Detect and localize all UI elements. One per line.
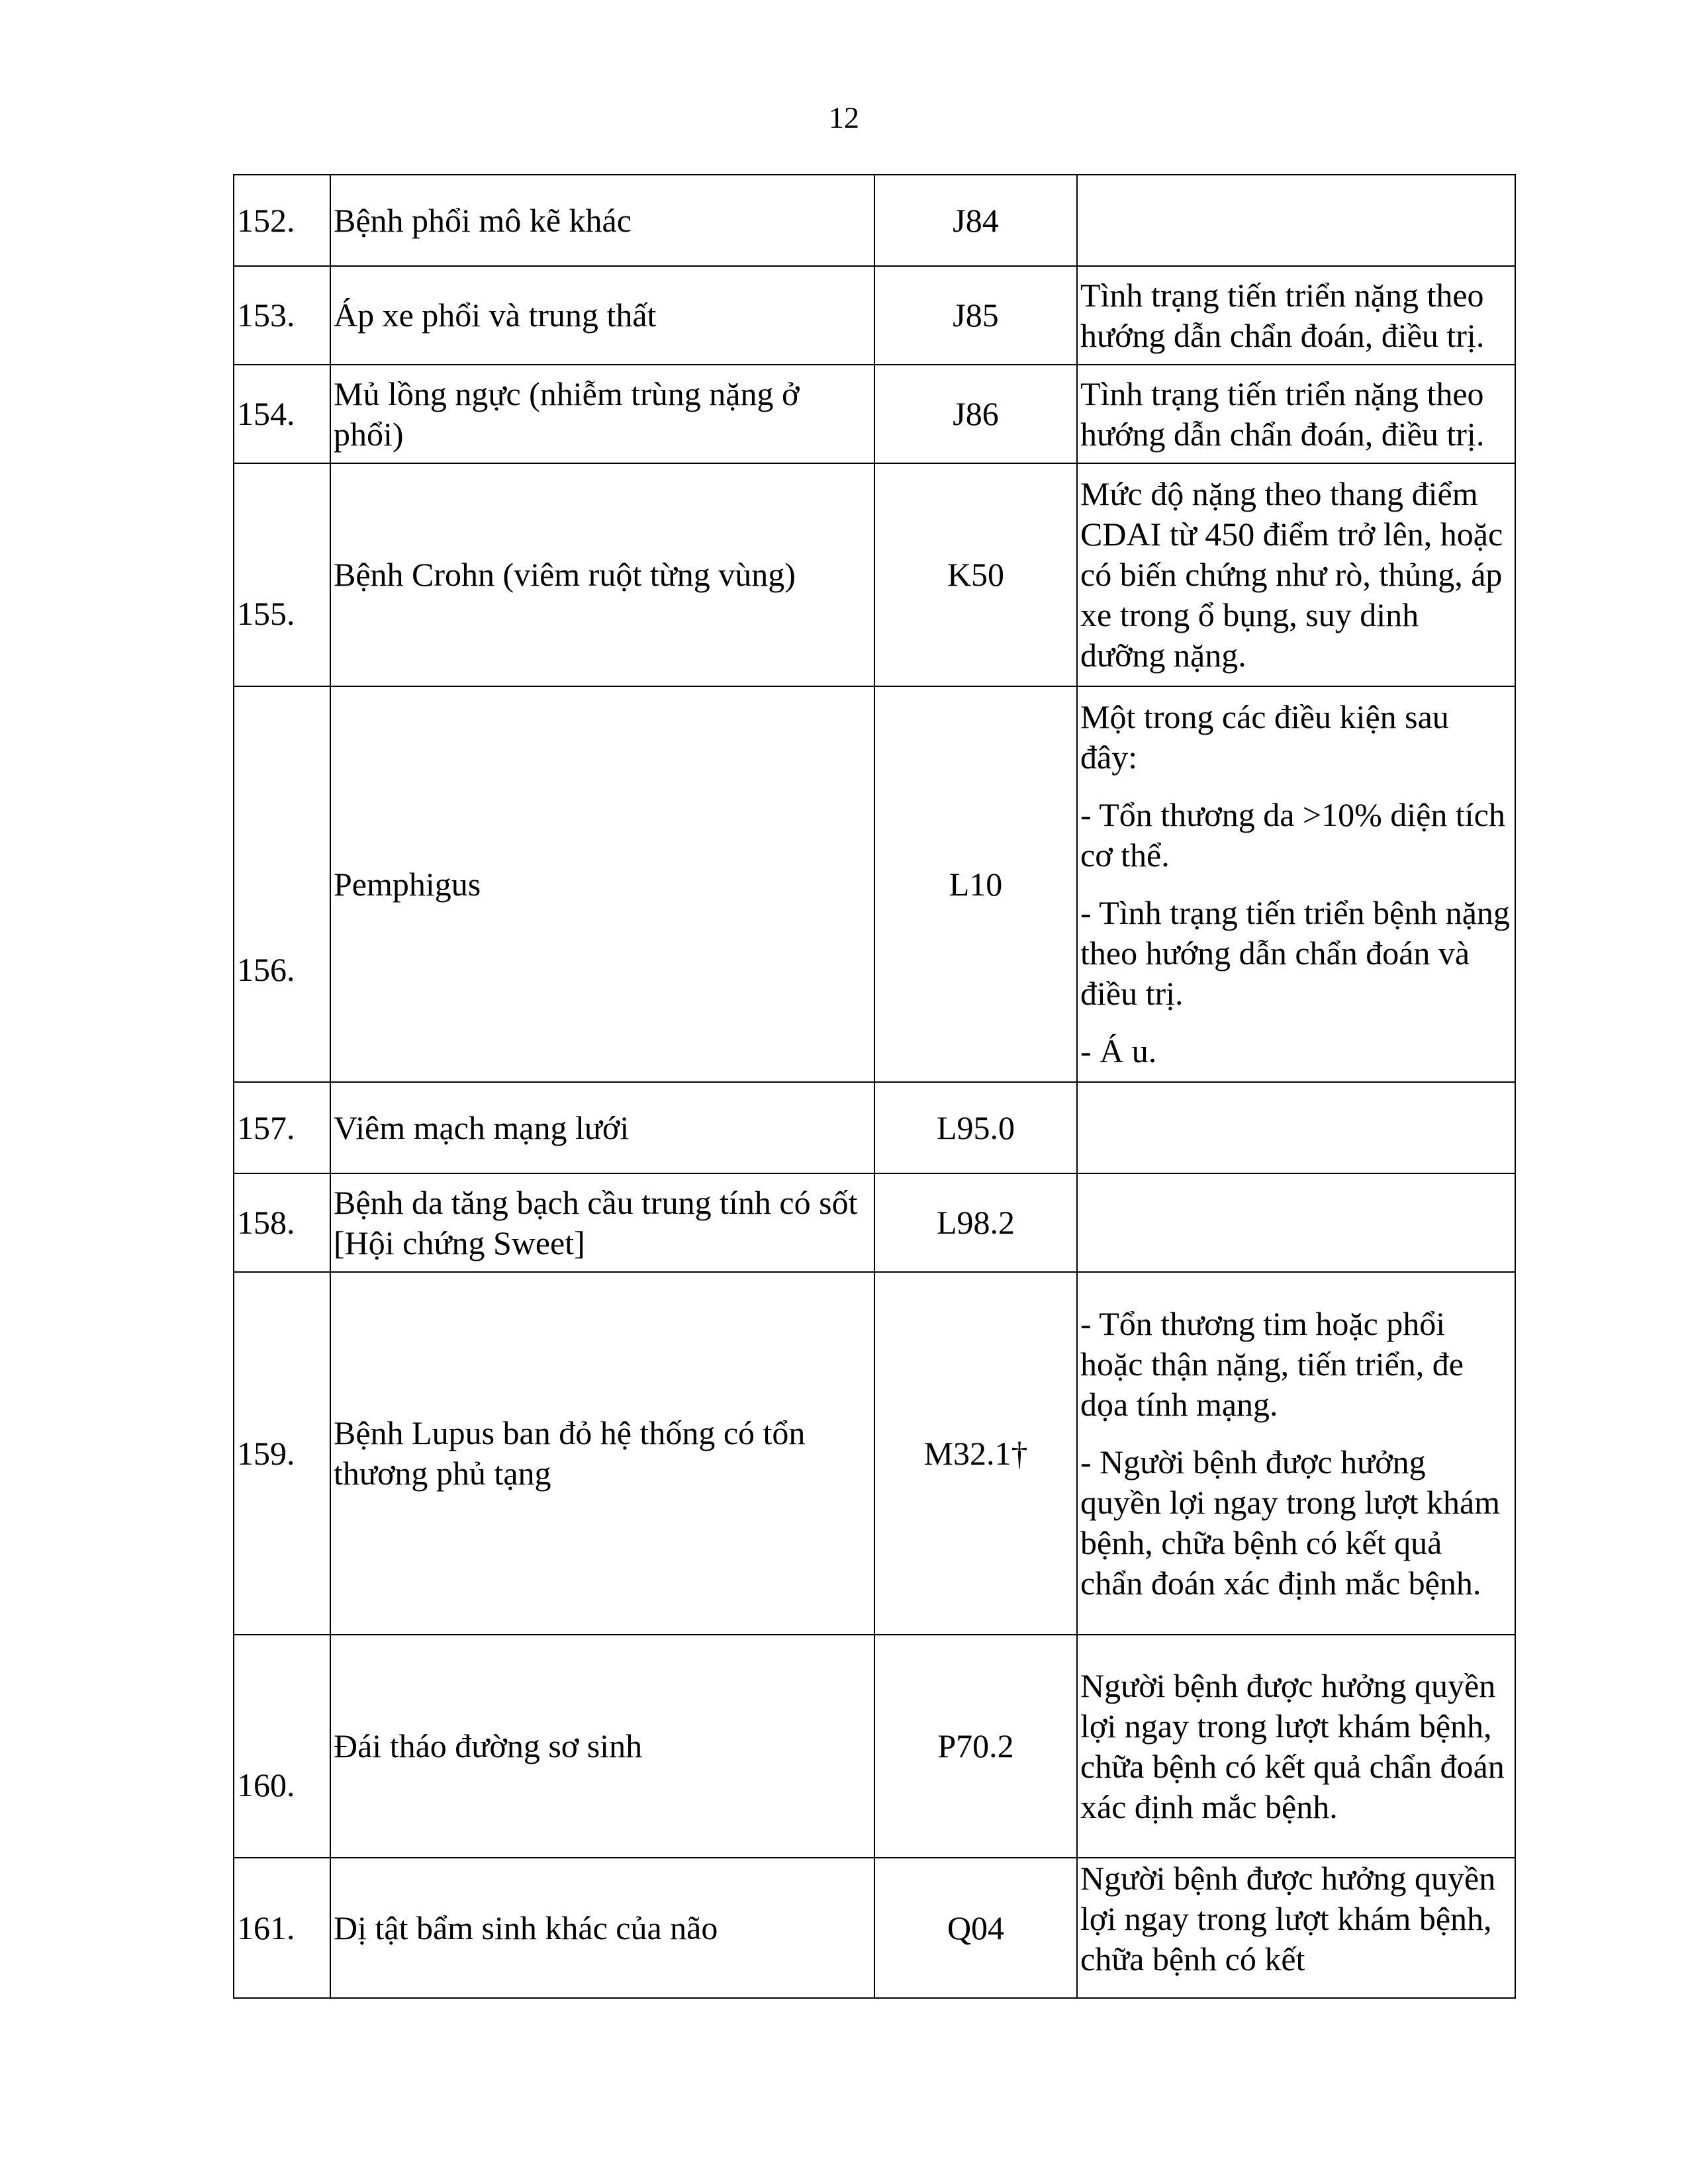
disease-name: Đái tháo đường sơ sinh [330,1635,874,1858]
table-row [234,1272,1515,1635]
row-number: 160. [234,1635,330,1858]
icd-code: M32.1† [874,1272,1077,1635]
conditions-cell [1077,463,1515,686]
row-number: 161. [234,1858,330,1998]
icd-code: L95.0 [874,1082,1077,1173]
icd-code: P70.2 [874,1635,1077,1858]
table-row [234,1173,1515,1272]
table-row [234,686,1515,1082]
condition-text: - Người bệnh được hưởng quyền lợi ngay trong lượt khám bệnh, chữa bệnh có kết quả chẩn đoán xác định mắc bệnh. [1080,1443,1501,1602]
condition-text: - Tổn thương tim hoặc phổi hoặc thận nặng, tiến triển, đe dọa tính mạng. [1080,1304,1464,1423]
icd-code: J84 [874,175,1077,266]
condition-text: - Tổn thương da >10% diện tích cơ thể. [1080,796,1505,874]
row-number: 157. [234,1082,330,1173]
icd-code: L10 [874,686,1077,1082]
icd-code: Q04 [874,1858,1077,1998]
table-row [234,463,1515,686]
disease-name: Pemphigus [330,686,874,1082]
table-row [234,365,1515,463]
conditions-cell [1077,175,1515,266]
disease-name: Mủ lồng ngực (nhiễm trùng nặng ở phổi) [330,365,874,463]
icd-code: K50 [874,463,1077,686]
conditions-cell [1077,1082,1515,1173]
icd-code: J86 [874,365,1077,463]
row-number: 153. [234,266,330,365]
conditions-cell [1077,686,1515,1082]
conditions-cell [1077,1272,1515,1635]
conditions-cell [1077,365,1515,463]
row-number: 155. [234,463,330,686]
disease-name: Bệnh phổi mô kẽ khác [330,175,874,266]
table-row [234,175,1515,266]
row-number: 158. [234,1173,330,1272]
table-row [234,266,1515,365]
row-number: 159. [234,1272,330,1635]
conditions-cell [1077,1173,1515,1272]
row-number: 152. [234,175,330,266]
conditions-cell [1077,1635,1515,1858]
row-number: 156. [234,686,330,1082]
condition-text: Người bệnh được hưởng quyền lợi ngay trong lượt khám bệnh, chữa bệnh có kết quả chẩn đoán xác định mắc bệnh. [1080,1666,1505,1825]
condition-text: Tình trạng tiến triển nặng theo hướng dẫn chẩn đoán, điều trị. [1080,375,1485,453]
disease-name: Dị tật bẩm sinh khác của não [330,1858,874,1998]
icd-code: L98.2 [874,1173,1077,1272]
condition-text: Mức độ nặng theo thang điểm CDAI từ 450 điểm trở lên, hoặc có biến chứng như rò, thủng, áp xe trong ổ bụng, suy dinh dưỡng nặng. [1080,475,1503,674]
conditions-cell [1077,1858,1515,1998]
conditions-cell [1077,266,1515,365]
condition-text: Một trong các điều kiện sau đây: [1080,698,1449,776]
disease-name: Viêm mạch mạng lưới [330,1082,874,1173]
page-number: 12 [829,101,859,134]
disease-name: Bệnh Lupus ban đỏ hệ thống có tổn thương phủ tạng [330,1272,874,1635]
condition-text: Người bệnh được hưởng quyền lợi ngay trong lượt khám bệnh, chữa bệnh có kết [1080,1860,1496,1978]
table-row [234,1082,1515,1173]
table-row [234,1635,1515,1858]
condition-text: Tình trạng tiến triển nặng theo hướng dẫn chẩn đoán, điều trị. [1080,276,1485,354]
table-row [234,1858,1515,1998]
row-number: 154. [234,365,330,463]
disease-name: Bệnh da tăng bạch cầu trung tính có sốt [Hội chứng Sweet] [330,1173,874,1272]
disease-name: Bệnh Crohn (viêm ruột từng vùng) [330,463,874,686]
disease-name: Áp xe phổi và trung thất [330,266,874,365]
condition-text: - Tình trạng tiến triển bệnh nặng theo hướng dẫn chẩn đoán và điều trị. [1080,894,1510,1012]
condition-text: - Á u. [1080,1032,1157,1069]
icd-code: J85 [874,266,1077,365]
disease-table [233,174,1516,1999]
